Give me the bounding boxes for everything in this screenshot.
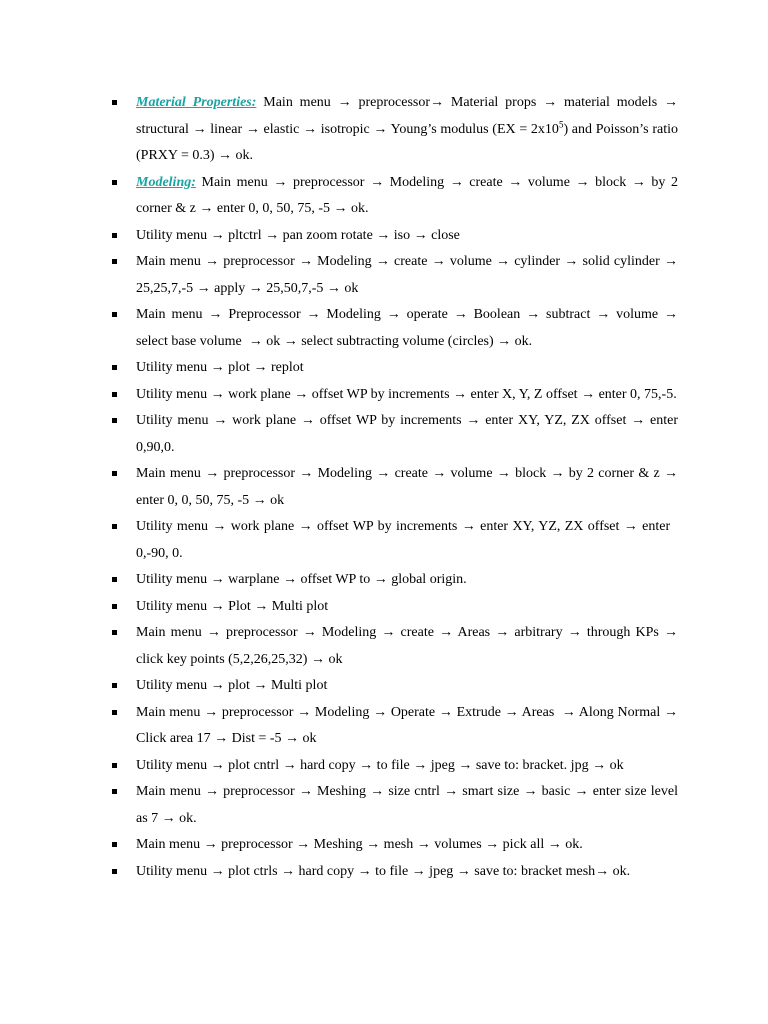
- step-text: Utility menu → pltctrl → pan zoom rotate → iso → close: [136, 227, 460, 243]
- list-item: [110, 223, 678, 250]
- list-item: [110, 673, 678, 700]
- list-item: [110, 620, 678, 673]
- square-bullet-icon: [112, 392, 117, 397]
- square-bullet-icon: [112, 763, 117, 768]
- step-text: Main menu → preprocessor → Modeling → create → Areas → arbitrary → through KPs → click key points (5,2,26,25,32) → ok: [136, 625, 678, 667]
- step-text: Main menu → preprocessor→ Material props → material models → structural → linear → elastic → isotropic → Young’s modulus (EX = 2x10: [136, 95, 679, 137]
- step-text: Main menu → preprocessor → Meshing → mesh → volumes → pick all → ok.: [136, 837, 583, 852]
- list-item: [110, 832, 678, 859]
- step-text: Main menu → preprocessor → Meshing → size cntrl → smart size → basic → enter size level as 7 → ok.: [136, 784, 678, 826]
- square-bullet-icon: [112, 100, 117, 105]
- step-text: Main menu → Preprocessor → Modeling → operate → Boolean → subtract → volume → select base volume → ok → select subtracting volume (circles) → ok.: [136, 307, 678, 349]
- square-bullet-icon: [112, 842, 117, 847]
- square-bullet-icon: [112, 524, 117, 529]
- list-item: [110, 461, 678, 514]
- section-label-modeling: Modeling:: [136, 174, 196, 190]
- list-item: [110, 700, 678, 753]
- list-item: [110, 567, 678, 594]
- list-item: [110, 249, 678, 302]
- list-item: [110, 594, 678, 621]
- list-item: [110, 514, 678, 567]
- square-bullet-icon: [112, 630, 117, 635]
- step-text: Main menu → preprocessor → Modeling → create → volume → block → by 2 corner & z → enter 0, 0, 50, 75, -5 → ok.: [136, 174, 678, 216]
- square-bullet-icon: [112, 418, 117, 423]
- step-text: Utility menu → plot → replot: [136, 360, 304, 375]
- square-bullet-icon: [112, 259, 117, 264]
- square-bullet-icon: [112, 312, 117, 317]
- list-item: [110, 779, 678, 832]
- step-text: Utility menu → work plane → offset WP by increments → enter X, Y, Z offset → enter 0, 75,-5.: [136, 386, 677, 402]
- step-text: Utility menu → work plane → offset WP by increments → enter XY, YZ, ZX offset → enter 0,-90, 0.: [136, 519, 678, 561]
- step-text: Utility menu → plot → Multi plot: [136, 678, 328, 693]
- square-bullet-icon: [112, 683, 117, 688]
- list-item: [110, 382, 678, 409]
- list-item: [110, 302, 678, 355]
- square-bullet-icon: [112, 604, 117, 609]
- list-item: [110, 408, 678, 461]
- step-text: Utility menu → plot ctrls → hard copy → to file → jpeg → save to: bracket mesh→ ok.: [136, 863, 631, 879]
- step-text: Main menu → preprocessor → Modeling → create → volume → block → by 2 corner & z → enter 0, 0, 50, 75, -5 → ok: [136, 466, 678, 508]
- square-bullet-icon: [112, 365, 117, 370]
- square-bullet-icon: [112, 233, 117, 238]
- square-bullet-icon: [112, 471, 117, 476]
- step-text: Utility menu → work plane → offset WP by increments → enter XY, YZ, ZX offset → enter 0,90,0.: [136, 413, 678, 455]
- list-item: [110, 859, 678, 886]
- list-item: [110, 753, 678, 780]
- square-bullet-icon: [112, 869, 117, 874]
- procedure-list: [110, 90, 678, 885]
- list-item: [110, 170, 678, 223]
- section-label-material-properties: Material Properties:: [136, 95, 257, 110]
- step-text: Main menu → preprocessor → Modeling → create → volume → cylinder → solid cylinder → 25,25,7,-5 → apply → 25,50,7,-5 → ok: [136, 254, 678, 296]
- list-item: [110, 355, 678, 382]
- step-text: Utility menu → warplane → offset WP to → global origin.: [136, 572, 467, 587]
- square-bullet-icon: [112, 710, 117, 715]
- square-bullet-icon: [112, 789, 117, 794]
- step-text-continued: ) and Poisson’s ratio (PRXY = 0.3) → ok.: [136, 121, 678, 163]
- step-text: Utility menu → plot cntrl → hard copy → to file → jpeg → save to: bracket. jpg → ok: [136, 757, 624, 773]
- list-item: [110, 90, 678, 170]
- square-bullet-icon: [112, 180, 117, 185]
- step-text: Utility menu → Plot → Multi plot: [136, 598, 329, 614]
- square-bullet-icon: [112, 577, 117, 582]
- step-text: Main menu → preprocessor → Modeling → Operate → Extrude → Areas → Along Normal → Click area 17 → Dist = -5 → ok: [136, 704, 678, 746]
- exponent-superscript: 5: [558, 118, 564, 129]
